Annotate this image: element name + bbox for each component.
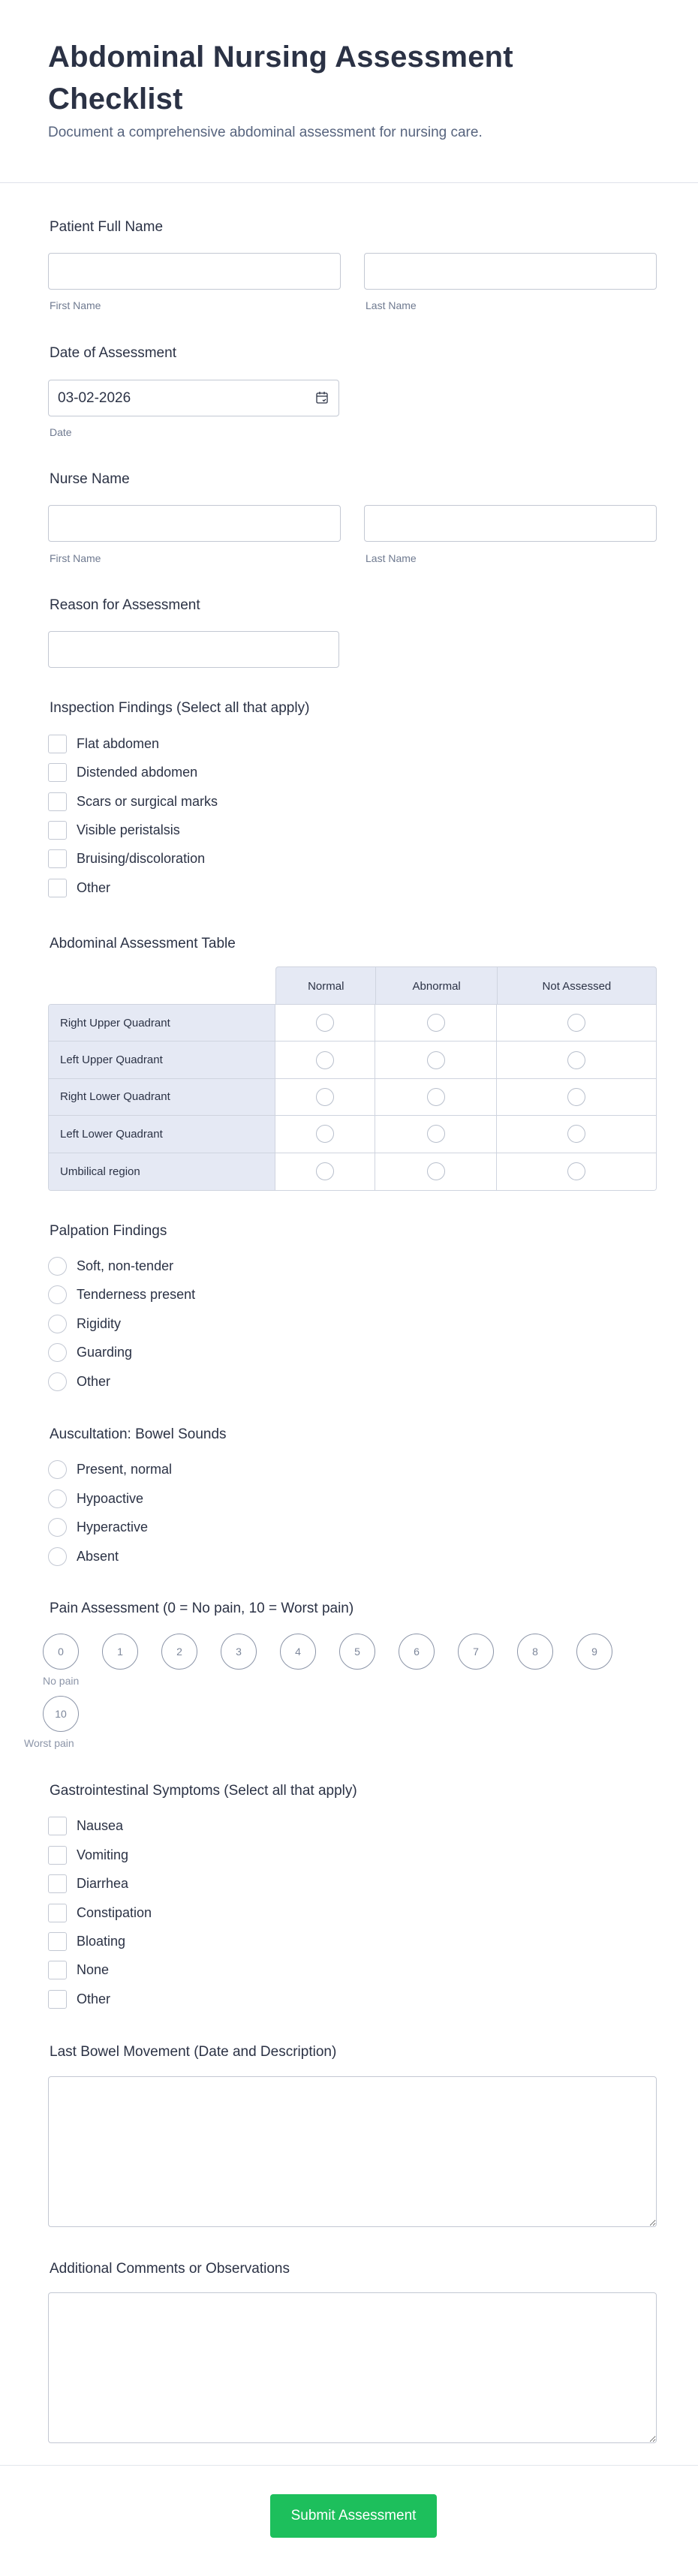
footer-divider [0, 2465, 698, 2466]
pain-option-4[interactable]: 4 [280, 1634, 316, 1670]
option-label: Other [77, 1991, 111, 2006]
auscultation-option[interactable] [48, 1517, 148, 1537]
radio-button[interactable] [48, 1518, 67, 1537]
pain-option-2[interactable]: 2 [161, 1634, 197, 1670]
inspection-option[interactable] [48, 762, 197, 782]
patient-first-name-sublabel: First Name [50, 299, 101, 311]
option-label: Bloating [77, 1933, 126, 1949]
pain-option-5[interactable]: 5 [339, 1634, 375, 1670]
option-label: Hyperactive [77, 1519, 149, 1534]
inspection-option[interactable] [48, 820, 180, 840]
last-bowel-label: Last Bowel Movement (Date and Description) [50, 2044, 337, 2060]
checkbox[interactable] [48, 1961, 67, 1979]
checkbox[interactable] [48, 821, 67, 840]
assessment-date-input[interactable] [48, 380, 339, 416]
palpation-option[interactable] [48, 1342, 132, 1362]
checkbox[interactable] [48, 1846, 67, 1865]
option-label: Hypoactive [77, 1490, 144, 1506]
palpation-option[interactable] [48, 1372, 110, 1391]
patient-name-label: Patient Full Name [50, 219, 164, 235]
matrix-row-label: Left Upper Quadrant [49, 1042, 275, 1078]
matrix-radio[interactable] [427, 1088, 445, 1106]
checkbox[interactable] [48, 879, 67, 897]
matrix-radio[interactable] [427, 1014, 445, 1032]
gi-symptom-option[interactable] [48, 1903, 152, 1922]
radio-button[interactable] [48, 1372, 67, 1391]
radio-button[interactable] [48, 1460, 67, 1479]
option-label: Distended abdomen [77, 764, 198, 780]
palpation-option[interactable] [48, 1256, 173, 1276]
patient-last-name-input[interactable] [364, 253, 657, 290]
matrix-radio[interactable] [567, 1088, 585, 1106]
calendar-icon[interactable] [314, 390, 329, 405]
option-label: Present, normal [77, 1461, 173, 1477]
matrix-radio[interactable] [316, 1014, 334, 1032]
pain-option-1[interactable]: 1 [102, 1634, 138, 1670]
checkbox[interactable] [48, 1990, 67, 2009]
pain-option-10[interactable]: 10 [43, 1696, 79, 1732]
radio-button[interactable] [48, 1547, 67, 1566]
checkbox[interactable] [48, 763, 67, 782]
gi-symptom-option[interactable] [48, 1874, 128, 1893]
option-label: None [77, 1961, 110, 1977]
matrix-radio[interactable] [427, 1125, 445, 1143]
form-title: Abdominal Nursing Assessment Checklist [48, 41, 513, 116]
matrix-row-label: Umbilical region [49, 1153, 275, 1190]
matrix-row [49, 1042, 656, 1078]
matrix-radio[interactable] [316, 1088, 334, 1106]
radio-button[interactable] [48, 1343, 67, 1362]
checkbox[interactable] [48, 1817, 67, 1835]
matrix-radio[interactable] [567, 1014, 585, 1032]
pain-option-8[interactable]: 8 [517, 1634, 553, 1670]
checkbox[interactable] [48, 849, 67, 868]
nurse-last-name-sublabel: Last Name [366, 552, 417, 564]
matrix-radio[interactable] [316, 1162, 334, 1180]
matrix-row-label: Right Upper Quadrant [49, 1005, 275, 1041]
option-label: Bruising/discoloration [77, 850, 206, 866]
checkbox[interactable] [48, 1932, 67, 1951]
pain-option-7[interactable]: 7 [458, 1634, 494, 1670]
comments-label: Additional Comments or Observations [50, 2261, 290, 2277]
option-label: Soft, non-tender [77, 1258, 174, 1273]
patient-first-name-input[interactable] [48, 253, 341, 290]
auscultation-option[interactable] [48, 1547, 119, 1566]
matrix-label: Abdominal Assessment Table [50, 936, 236, 951]
matrix-row [49, 1005, 656, 1042]
option-label: Scars or surgical marks [77, 793, 218, 809]
option-label: Rigidity [77, 1315, 122, 1331]
pain-option-0[interactable]: 0 [43, 1634, 79, 1670]
checkbox[interactable] [48, 792, 67, 811]
pain-min-caption: No pain [43, 1675, 80, 1687]
matrix-column-header: Abnormal [376, 967, 497, 1005]
inspection-option[interactable] [48, 849, 205, 868]
gi-symptom-option[interactable] [48, 1960, 109, 1979]
last-bowel-textarea[interactable] [48, 2076, 657, 2227]
pain-option-3[interactable]: 3 [221, 1634, 257, 1670]
nurse-last-name-input[interactable] [364, 505, 657, 542]
patient-last-name-sublabel: Last Name [366, 299, 417, 311]
matrix-radio[interactable] [567, 1125, 585, 1143]
matrix-row-label: Left Lower Quadrant [49, 1116, 275, 1152]
option-label: Vomiting [77, 1847, 129, 1862]
gi-symptom-option[interactable] [48, 1989, 110, 2009]
matrix-radio[interactable] [427, 1162, 445, 1180]
inspection-label: Inspection Findings (Select all that apply) [50, 700, 310, 716]
radio-button[interactable] [48, 1285, 67, 1304]
nurse-name-label: Nurse Name [50, 471, 130, 487]
submit-button[interactable]: Submit Assessment [270, 2494, 437, 2538]
nurse-first-name-input[interactable] [48, 505, 341, 542]
pain-option-6[interactable]: 6 [399, 1634, 435, 1670]
checkbox[interactable] [48, 1904, 67, 1922]
auscultation-label: Auscultation: Bowel Sounds [50, 1426, 227, 1442]
option-label: Guarding [77, 1344, 133, 1360]
reason-input[interactable] [48, 631, 339, 668]
palpation-option[interactable] [48, 1314, 121, 1333]
matrix-row [49, 1153, 656, 1190]
radio-button[interactable] [48, 1315, 67, 1333]
matrix-column-header: Normal [276, 967, 376, 1005]
form-header [0, 0, 698, 183]
inspection-option[interactable] [48, 792, 218, 811]
option-label: Tenderness present [77, 1286, 196, 1302]
reason-label: Reason for Assessment [50, 597, 200, 613]
matrix-row-label: Right Lower Quadrant [49, 1079, 275, 1115]
option-label: Flat abdomen [77, 735, 160, 751]
checkbox[interactable] [48, 735, 67, 753]
assessment-date-sublabel: Date [50, 426, 72, 438]
gi-symptom-option[interactable] [48, 1845, 128, 1865]
assessment-date-label: Date of Assessment [50, 345, 176, 361]
pain-max-caption: Worst pain [24, 1737, 74, 1749]
matrix-column-header: Not Assessed [542, 979, 612, 993]
auscultation-option[interactable] [48, 1459, 172, 1479]
matrix-body [48, 1004, 657, 1191]
matrix-row [49, 1116, 656, 1153]
option-label: Constipation [77, 1904, 152, 1920]
pain-label: Pain Assessment (0 = No pain, 10 = Worst pain) [50, 1601, 354, 1616]
gi-symptoms-label: Gastrointestinal Symptoms (Select all that apply) [50, 1783, 357, 1799]
matrix-radio[interactable] [427, 1051, 445, 1069]
option-label: Absent [77, 1548, 119, 1564]
matrix-radio[interactable] [567, 1162, 585, 1180]
radio-button[interactable] [48, 1257, 67, 1276]
inspection-option[interactable] [48, 878, 110, 897]
option-label: Other [77, 1373, 111, 1389]
auscultation-option[interactable] [48, 1489, 143, 1508]
palpation-label: Palpation Findings [50, 1223, 167, 1239]
palpation-option[interactable] [48, 1285, 195, 1304]
radio-button[interactable] [48, 1489, 67, 1508]
inspection-option[interactable] [48, 734, 159, 753]
option-label: Visible peristalsis [77, 822, 180, 837]
form-subtitle: Document a comprehensive abdominal assessment for nursing care. [48, 125, 483, 140]
matrix-header [275, 966, 657, 1004]
option-label: Other [77, 879, 111, 895]
gi-symptom-option[interactable] [48, 1931, 125, 1951]
pain-option-9[interactable]: 9 [576, 1634, 612, 1670]
option-label: Nausea [77, 1817, 124, 1833]
matrix-radio[interactable] [316, 1051, 334, 1069]
gi-symptom-option[interactable] [48, 1816, 123, 1835]
option-label: Diarrhea [77, 1875, 129, 1891]
checkbox[interactable] [48, 1874, 67, 1893]
nurse-first-name-sublabel: First Name [50, 552, 101, 564]
matrix-row [49, 1079, 656, 1116]
comments-textarea[interactable] [48, 2292, 657, 2443]
matrix-radio[interactable] [316, 1125, 334, 1143]
matrix-radio[interactable] [567, 1051, 585, 1069]
